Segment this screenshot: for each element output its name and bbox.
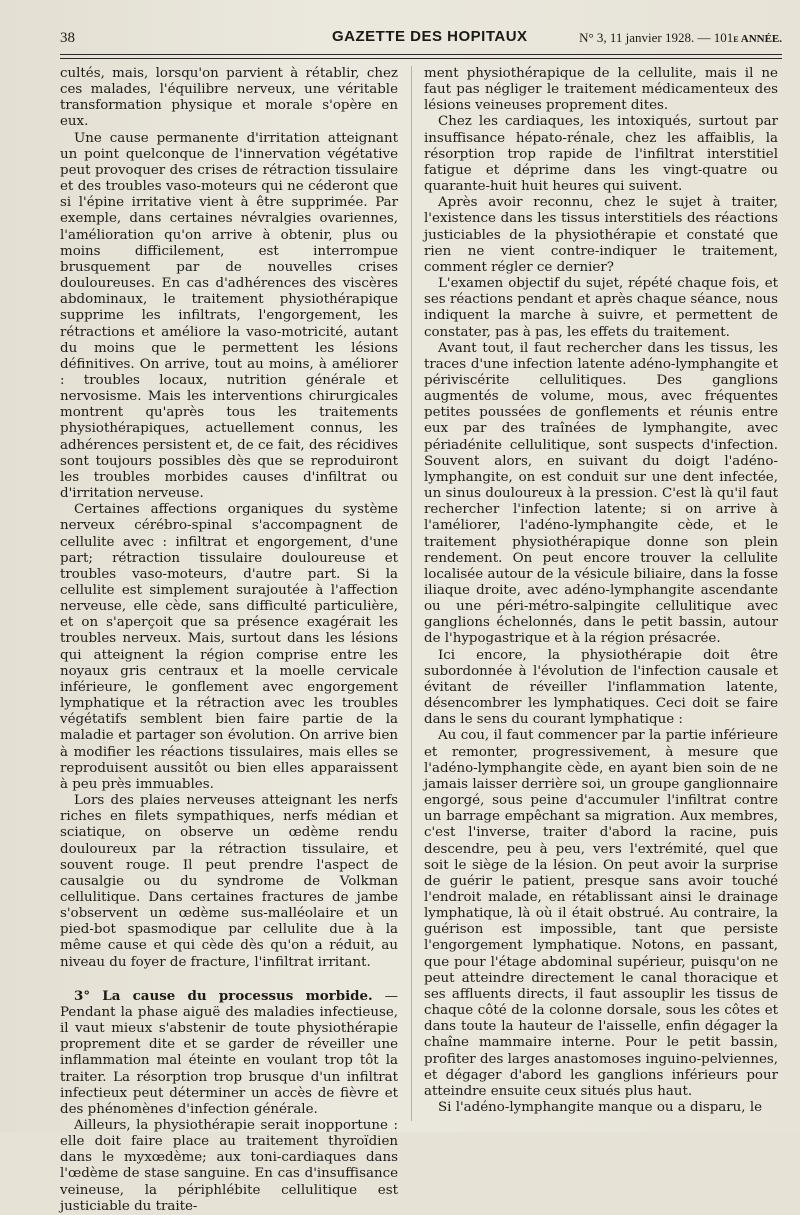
header-rule-top (60, 54, 782, 55)
journal-title: GAZETTE DES HOPITAUX (332, 28, 528, 45)
paragraph: Au cou, il faut commencer par la partie inférieure et remonter, progressivement, à mesure que l'adéno-lymphangite cède, en ayant bien soin de ne jamais laisser derrière soi, un groupe ganglionnaire engorgé, sous peine d'accumuler l'infiltrat contre un barrage empêchant sa migration. Aux membres, c'est l'inverse, traiter d'abord la racine, puis descendre, peu à peu, vers l'extrémité, quel que soit le siège de la lésion. On peut avoir la surprise de guérir le patient, presque sans avoir touché l'endroit malade, en rétablissant ainsi le drainage lymphatique, là où il était obstrué. Au contraire, la guérison est impossible, tant que persiste l'engorgement lymphatique. Notons, en passant, que pour l'étage abdominal supérieur, puisqu'on ne peut atteindre directement le canal thoracique et ses affluents directs, il faut assouplir les tissus de chaque côté de la colonne dorsale, sous les côtes et dans toute la hauteur de l'aisselle, enfin dégager la chaîne mammaire interne. Pour le petit bassin, profiter des larges anastomoses inguino-pelviennes, et dégager d'abord les ganglions inférieurs pour atteindre ensuite ceux situés plus haut. (424, 728, 778, 1099)
right-column (424, 66, 778, 1116)
section-text: — Pendant la phase aiguë des maladies infectieuse, il vaut mieux s'abstenir de toute physiothérapie proprement dite et se garder de réveiller une inflammation mal éteinte en voulant trop tôt la traiter. La résorption trop brusque d'un infiltrat infectieux peut déterminer un accès de fièvre et des phénomènes d'infection générale. (60, 988, 398, 1117)
paragraph: Si l'adéno-lymphangite manque ou a disparu, le (438, 1100, 763, 1115)
paragraph: ment physiothérapique de la cellulite, mais il ne faut pas négliger le traitement médicamenteux des lésions veineuses proprement dites. (424, 66, 778, 114)
issue-info (579, 30, 782, 46)
issue-year: e ANNÉE. (733, 33, 782, 45)
paragraph: cultés, mais, lorsqu'on parvient à rétablir, chez ces malades, l'équilibre nerveux, une véritable transformation physique et morale s'opère en eux. (60, 66, 398, 130)
paragraph: Après avoir reconnu, chez le sujet à traiter, l'existence dans les tissus interstitiels des réactions justiciables de la physiothérapie et constaté que rien ne vient contre-indiquer le traitement, comment régler ce dernier? (424, 195, 778, 275)
page-number: 38 (60, 30, 75, 46)
issue-date: N° 3, 11 janvier 1928. — 101 (579, 30, 734, 45)
paragraph: Une cause permanente d'irritation atteignant un point quelconque de l'innervation végétative peut provoquer des crises de rétraction tissulaire et des troubles vaso-moteurs qui ne céderont que si l'épine irritative vient à être supprimée. Par exemple, dans certaines névralgies ovariennes, l'amélioration qu'on arrive à obtenir, plus ou moins difficilement, est interrompue brusquement par de nouvelles crises douloureuses. En cas d'adhérences des viscères abdominaux, le traitement physiothérapique supprime les infiltrats, l'engorgement, les rétractions et améliore la vaso-motricité, autant du moins que le permettent les lésions définitives. On arrive, tout au moins, à améliorer : troubles locaux, nutrition générale et nervosisme. Mais les interventions chirurgicales montrent qu'après tous les traitements physiothérapiques, actuellement connus, les adhérences persistent et, de ce fait, des récidives sont toujours possibles dès que se reproduiront les troubles morbides causes d'infiltrat ou d'irritation nerveuse. (60, 130, 398, 502)
section-heading: 3° La cause du processus morbide. (74, 987, 373, 1004)
section-paragraph (60, 988, 398, 1118)
paragraph: Avant tout, il faut rechercher dans les tissus, les traces d'une infection latente adéno-lymphangite et périviscérite cellulitiques. Des ganglions augmentés de volume, mous, avec fréquentes petites poussées de gonflements et réunis entre eux par des traînées de lymphangite, avec périadénite cellulitique, sont suspects d'infection. Souvent alors, en suivant du doigt l'adéno-lymphangite, on est conduit sur une dent infectée, un sinus douloureux à la pression. C'est là qu'il faut rechercher l'infection latente; si on arrive à l'améliorer, l'adéno-lymphangite cède, et le traitement physiothérapique donne son plein rendement. On peut encore trouver la cellulite localisée autour de la vésicule biliaire, dans la fosse iliaque droite, avec adéno-lymphangite ascendante ou une péri-métro-salpingite cellulitique avec ganglions échelonnés, dans le petit bassin, autour de l'hypogastrique et à la région présacrée. (424, 340, 778, 647)
page-header (60, 28, 782, 52)
paragraph: L'examen objectif du sujet, répété chaque fois, et ses réactions pendant et après chaque séance, nous indiquent la marche à suivre, et permettent de constater, pas à pas, les effets du traitement. (424, 276, 778, 340)
paragraph: Chez les cardiaques, les intoxiqués, surtout par insuffisance hépato-rénale, chez les affaiblis, la résorption trop rapide de l'infiltrat interstitiel fatigue et déprime dans les vingt-quatre ou quarante-huit huit heures qui suivent. (424, 114, 778, 195)
left-column (60, 66, 398, 1215)
column-divider (411, 66, 412, 1121)
paragraph: Lors des plaies nerveuses atteignant les nerfs riches en filets sympathiques, nerfs médian et sciatique, on observe un œdème rendu douloureux par la rétraction tissulaire, et souvent rouge. Il peut prendre l'aspect de causalgie ou du syndrome de Volkman cellulitique. Dans certaines fractures de jambe s'observent un œdème sus-malléolaire et un pied-bot spasmodique par cellulite due à la même cause et qui cède dès qu'on a réduit, au niveau du foyer de fracture, l'infiltrat irritant. (60, 793, 398, 970)
paragraph: Ici encore, la physiothérapie doit être subordonnée à l'évolution de l'infection causale et évitant de réveiller l'inflammation latente, désencombrer les lymphatiques. Ceci doit se faire dans le sens du courant lymphatique : (424, 647, 778, 728)
paragraph: Certaines affections organiques du système nerveux cérébro-spinal s'accompagnent de cellulite avec : infiltrat et engorgement, d'une part; rétraction tissulaire douloureuse et troubles vaso-moteurs, d'autre part. Si la cellulite est simplement surajoutée à l'affection nerveuse, elle cède, sans difficulté particulière, et on s'aperçoit que sa présence exagérait les troubles nerveux. Mais, surtout dans les lésions qui atteignent la région comprise entre les noyaux gris centraux et la moelle cervicale inférieure, le gonflement avec engorgement lymphatique et la rétraction avec les troubles végétatifs semblent bien faire partie de la maladie et partager son évolution. On arrive bien à modifier les réactions tissulaires, mais elles se reproduisent aussitôt ou bien elles apparaissent à peu près immuables. (60, 502, 398, 792)
header-rule-bottom (60, 58, 782, 59)
paragraph: Ailleurs, la physiothérapie serait inopportune : elle doit faire place au traitement thyroïdien dans le myxœdème; aux toni-cardiaques dans l'œdème de stase sanguine. En cas d'insuffisance veineuse, la périphlébite cellulitique est justiciable du traite- (60, 1118, 398, 1214)
